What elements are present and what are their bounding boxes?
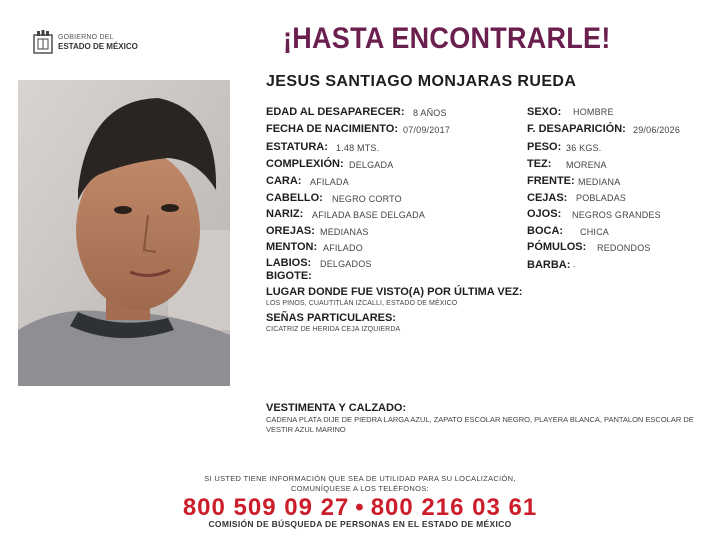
- label-cabello: CABELLO:: [266, 192, 323, 204]
- value-menton: AFILADO: [323, 243, 363, 253]
- label-vestimenta: VESTIMENTA Y CALZADO:: [266, 402, 407, 414]
- label-tez: TEZ:: [527, 158, 552, 170]
- government-logo: [32, 28, 152, 56]
- logo-line2: ESTADO DE MÉXICO: [58, 42, 138, 51]
- value-nariz: AFILADA BASE DELGADA: [312, 210, 426, 220]
- value-lugar: LOS PINOS, CUAUTITLÁN IZCALLI, ESTADO DE MÉXICO: [266, 300, 458, 307]
- coat-of-arms-icon: [32, 29, 54, 55]
- info-line1: SI USTED TIENE INFORMACIÓN QUE SEA DE UTILIDAD PARA SU LOCALIZACIÓN,: [204, 474, 516, 483]
- value-sexo: HOMBRE: [573, 107, 614, 117]
- label-orejas: OREJAS:: [266, 225, 315, 237]
- value-peso: 36 KGS.: [566, 143, 602, 153]
- phone-2[interactable]: 800 216 03 61: [370, 494, 538, 521]
- value-frente: MEDIANA: [578, 177, 621, 187]
- label-barba: BARBA:: [527, 259, 571, 271]
- value-cabello: NEGRO CORTO: [332, 194, 402, 204]
- label-estatura: ESTATURA:: [266, 141, 328, 153]
- label-frente: FRENTE:: [527, 175, 575, 187]
- value-pomulos: REDONDOS: [597, 243, 651, 253]
- label-ojos: OJOS:: [527, 208, 562, 220]
- value-complexion: DELGADA: [349, 160, 394, 170]
- label-lugar: LUGAR DONDE FUE VISTO(A) POR ÚLTIMA VEZ:: [266, 286, 523, 298]
- label-senas: SEÑAS PARTICULARES:: [266, 312, 396, 324]
- value-edad: 8 AÑOS: [413, 108, 447, 118]
- label-labios: LABIOS:: [266, 257, 312, 269]
- value-nacimiento: 07/09/2017: [403, 125, 451, 135]
- label-complexion: COMPLEXIÓN:: [266, 158, 344, 170]
- footer-commission: COMISIÓN DE BÚSQUEDA DE PERSONAS EN EL ESTADO DE MÉXICO: [208, 519, 512, 529]
- value-ojos: NEGROS GRANDES: [572, 210, 661, 220]
- label-edad: EDAD AL DESAPARECER:: [266, 106, 405, 118]
- phone-numbers: [0, 494, 720, 522]
- value-labios: DELGADOS: [320, 259, 372, 269]
- label-cara: CARA:: [266, 175, 302, 187]
- value-senas: CICATRIZ DE HERIDA CEJA IZQUIERDA: [266, 326, 401, 333]
- value-cejas: POBLADAS: [576, 193, 627, 203]
- phone-separator: •: [355, 494, 365, 521]
- person-name: JESUS SANTIAGO MONJARAS RUEDA: [266, 73, 577, 90]
- value-estatura: 1.48 MTS.: [336, 143, 380, 153]
- label-desaparicion: F. DESAPARICIÓN:: [527, 123, 626, 135]
- label-menton: MENTON:: [266, 241, 318, 253]
- value-orejas: MEDIANAS: [320, 227, 369, 237]
- missing-person-photo: [18, 80, 230, 386]
- value-boca: CHICA: [580, 227, 610, 237]
- label-peso: PESO:: [527, 141, 562, 153]
- label-pomulos: PÓMULOS:: [527, 241, 587, 253]
- headline: ¡HASTA ENCONTRARLE!: [283, 22, 611, 55]
- value-vestimenta: CADENA PLATA DIJE DE PIEDRA LARGA AZUL, ZAPATO ESCOLAR NEGRO, PLAYERA BLANCA, PANTALON ESCOLAR DE VESTIR AZUL MARINO: [266, 415, 694, 434]
- logo-line1: GOBIERNO DEL: [58, 34, 114, 41]
- value-tez: MORENA: [566, 160, 607, 170]
- label-nariz: NARIZ:: [266, 208, 304, 220]
- label-bigote: BIGOTE:: [266, 270, 312, 282]
- value-barba: .: [573, 259, 576, 269]
- label-nacimiento: FECHA DE NACIMIENTO:: [266, 123, 398, 135]
- label-sexo: SEXO:: [527, 106, 562, 118]
- info-line2: COMUNÍQUESE A LOS TELÉFONOS:: [291, 484, 429, 493]
- phone-1[interactable]: 800 509 09 27: [182, 494, 350, 521]
- value-cara: AFILADA: [310, 177, 349, 187]
- label-cejas: CEJAS:: [527, 192, 568, 204]
- value-desaparicion: 29/06/2026: [633, 125, 681, 135]
- label-boca: BOCA:: [527, 225, 564, 237]
